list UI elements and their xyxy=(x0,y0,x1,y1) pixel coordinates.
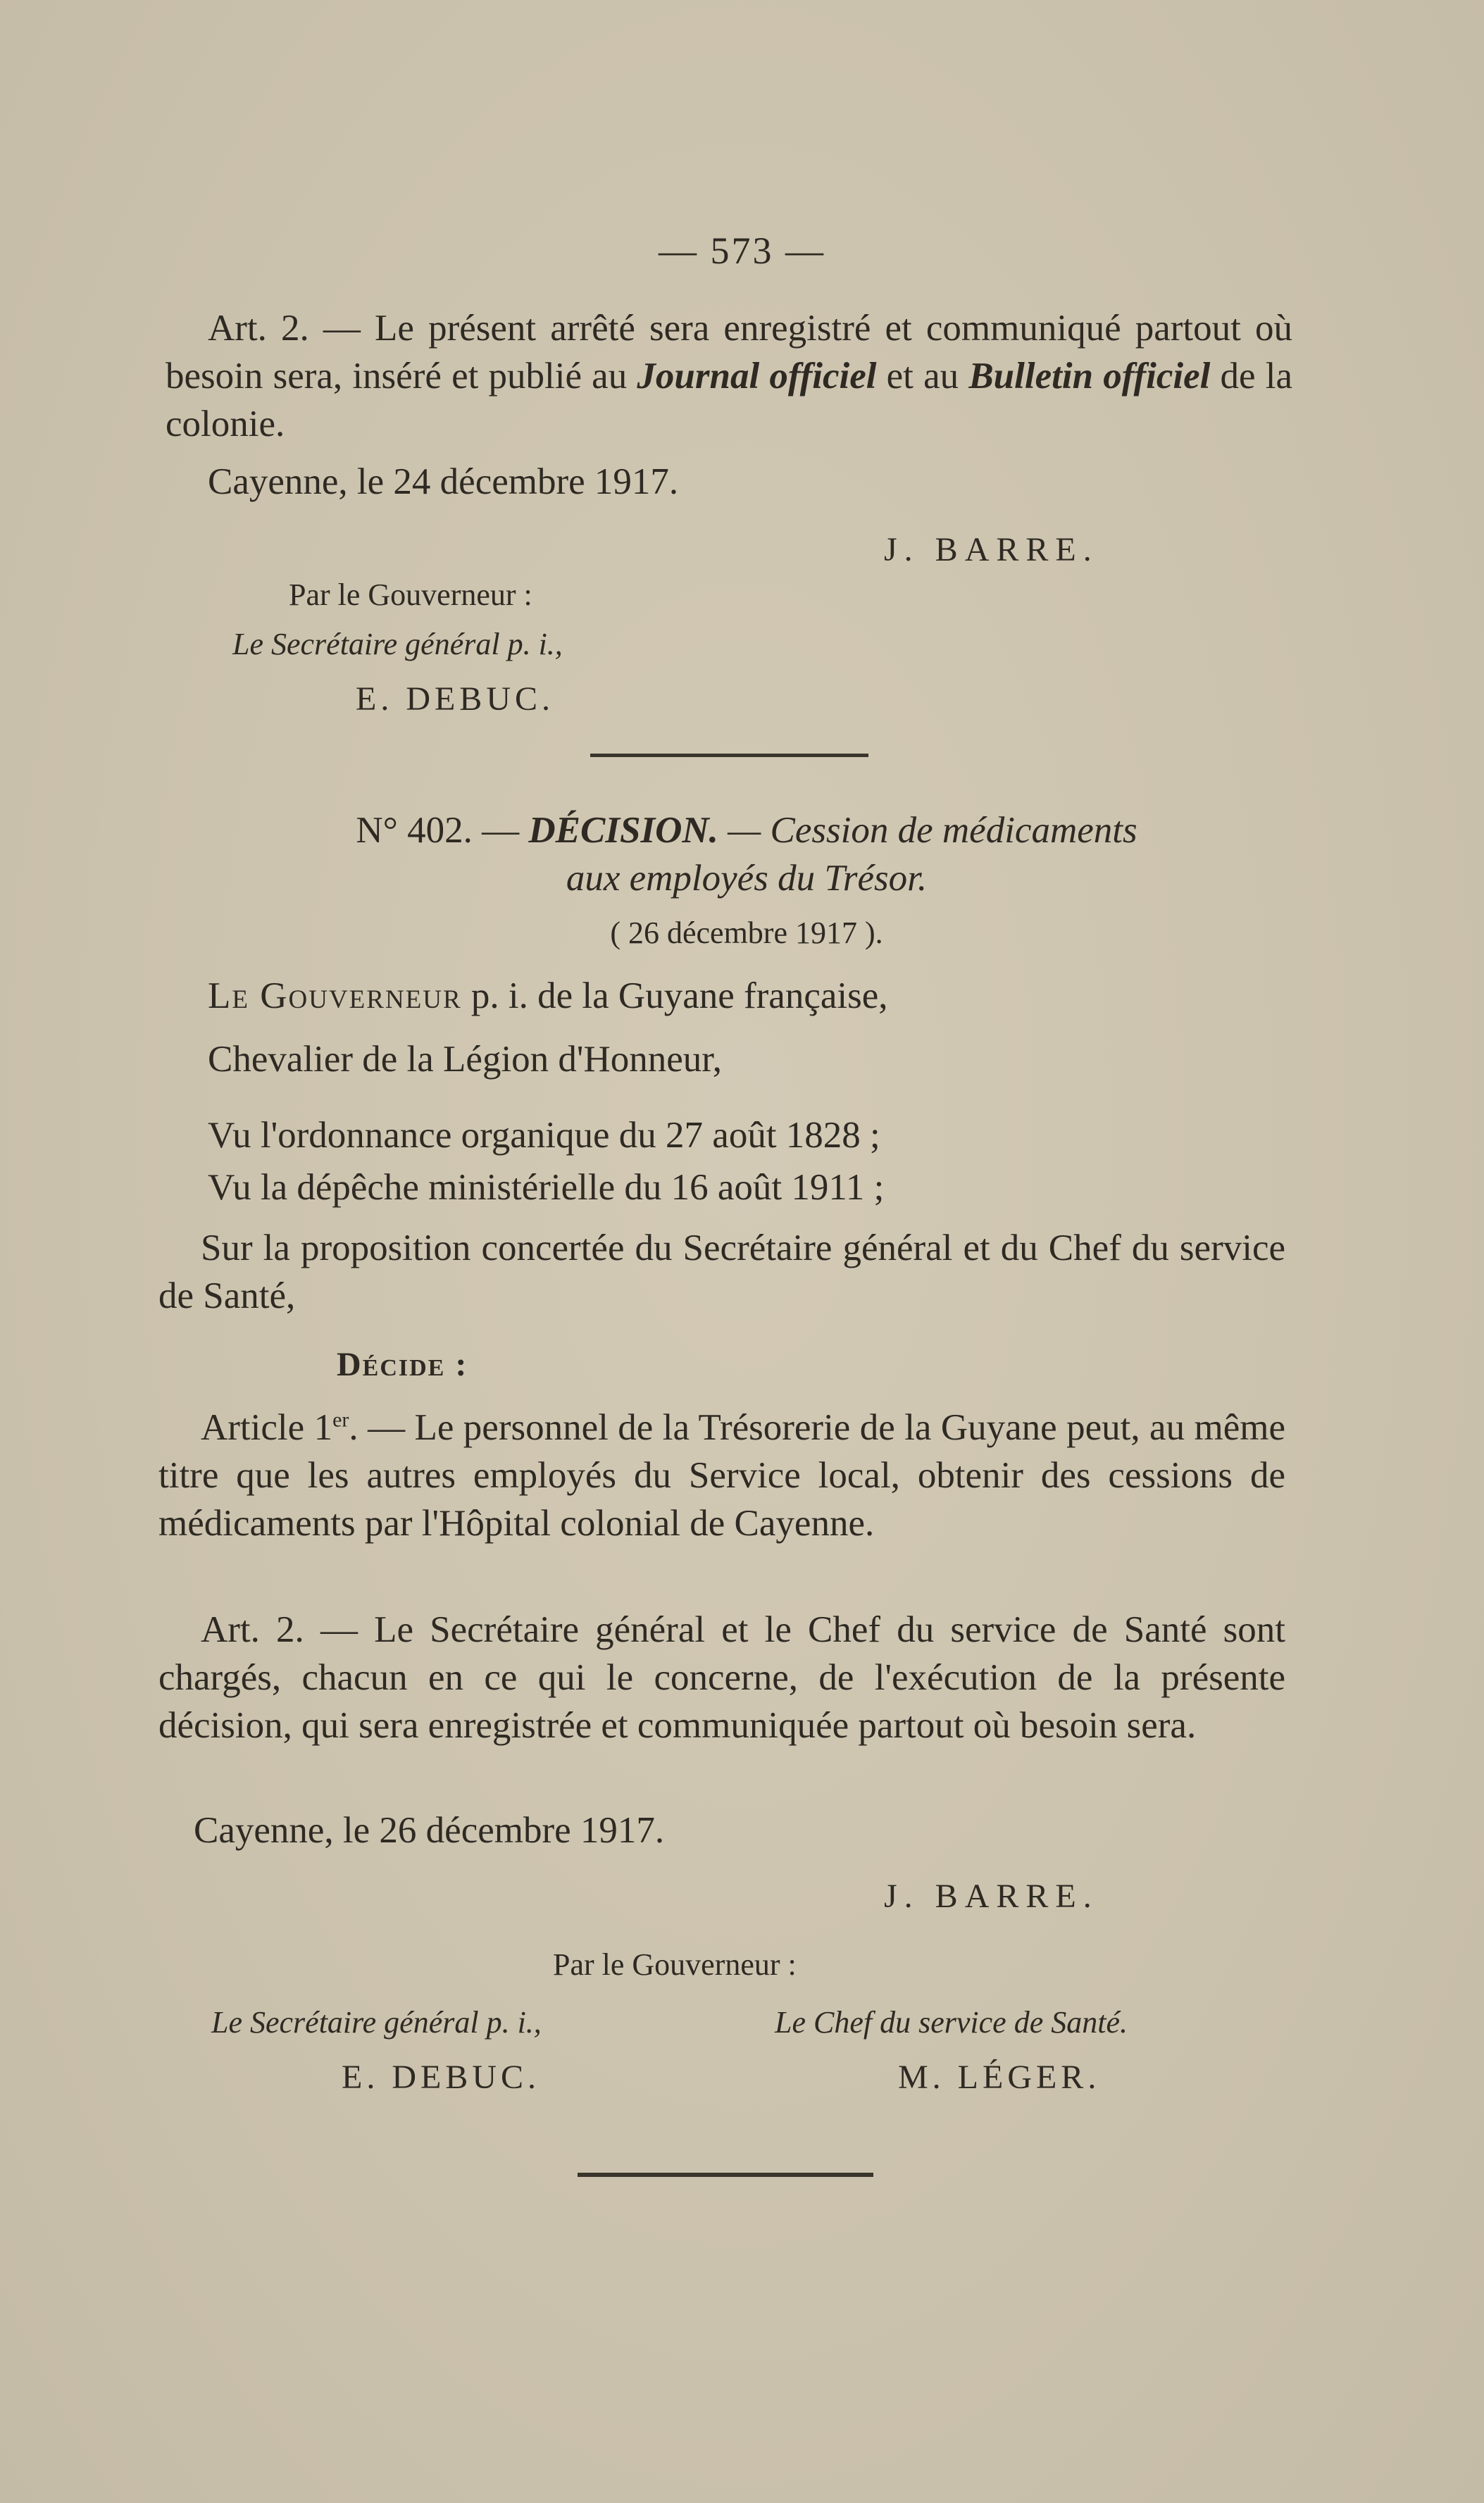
article-1-sup: er xyxy=(332,1408,349,1432)
journal-officiel-ref: Journal officiel xyxy=(637,356,877,397)
gouverneur-rest: p. i. de la Guyane française, xyxy=(461,975,888,1016)
gouverneur-smallcaps: Le Gouverneur xyxy=(208,975,462,1016)
decide-heading: Décide : xyxy=(337,1346,468,1383)
article-1-label: Article 1 xyxy=(201,1407,333,1448)
sur-proposition: Sur la proposition concertée du Secrétaire général et du Chef du service de Santé, xyxy=(158,1228,1285,1316)
arrete-art2-text-1: Art. 2. — Le présent arrêté sera enregistré et communiqué partout où besoin sera, inséré et publié au xyxy=(166,308,1292,397)
decision-title: — Cession de médicaments xyxy=(718,810,1137,851)
gouverneur-line xyxy=(208,972,1292,1020)
decision-chef-title: Le Chef du service de Santé. xyxy=(775,2005,1128,2040)
page-number: — 573 — xyxy=(659,230,825,272)
decision-signature: J. BARRE. xyxy=(884,1878,1099,1915)
decision-par-le-gouverneur: Par le Gouverneur : xyxy=(553,1947,797,1982)
vu-ordonnance: Vu l'ordonnance organique du 27 août 1828 ; xyxy=(208,1115,880,1156)
arrete-par-le-gouverneur: Par le Gouverneur : xyxy=(289,578,532,612)
arrete-art2-text-3: de la colonie. xyxy=(166,356,1292,444)
arrete-date: Cayenne, le 24 décembre 1917. xyxy=(208,461,679,502)
chevalier-line: Chevalier de la Légion d'Honneur, xyxy=(208,1039,723,1080)
arrete-secretary-name: E. DEBUC. xyxy=(356,680,554,718)
decision-title-line-2: aux employés du Trésor. xyxy=(566,858,928,899)
end-divider xyxy=(578,2173,873,2177)
article-1-text: . — Le personnel de la Trésorerie de la Guyane peut, au même titre que les autres employés du Service local, obtenir des cessions de médicaments par l'Hôpital colonial de Cayenne. xyxy=(158,1407,1285,1544)
arrete-article-2 xyxy=(166,304,1292,448)
decision-number: N° 402. — xyxy=(356,810,529,851)
decision-chef-name: M. LÉGER. xyxy=(898,2059,1101,2096)
vu-depeche: Vu la dépêche ministérielle du 16 août 1911 ; xyxy=(208,1167,885,1208)
decision-secretary-name: E. DEBUC. xyxy=(342,2059,540,2096)
bulletin-officiel-ref: Bulletin officiel xyxy=(968,356,1211,397)
decision-heading xyxy=(183,806,1310,854)
arrete-art2-text-2: et au xyxy=(876,356,969,397)
arrete-secretary-title: Le Secrétaire général p. i., xyxy=(232,627,563,661)
decision-secretary-title: Le Secrétaire général p. i., xyxy=(211,2005,542,2040)
decision-date-end: Cayenne, le 26 décembre 1917. xyxy=(194,1810,665,1851)
decision-date: ( 26 décembre 1917 ). xyxy=(610,916,883,950)
arrete-signature: J. BARRE. xyxy=(884,531,1099,568)
article-2: Art. 2. — Le Secrétaire général et le Chef du service de Santé sont chargés, chacun en ce qui le concerne, de l'exécution de la présente décision, qui sera enregistrée et communiquée partout où besoin sera. xyxy=(158,1609,1285,1746)
article-1 xyxy=(158,1404,1285,1547)
decision-kind: DÉCISION. xyxy=(528,810,718,851)
section-divider xyxy=(590,754,868,757)
